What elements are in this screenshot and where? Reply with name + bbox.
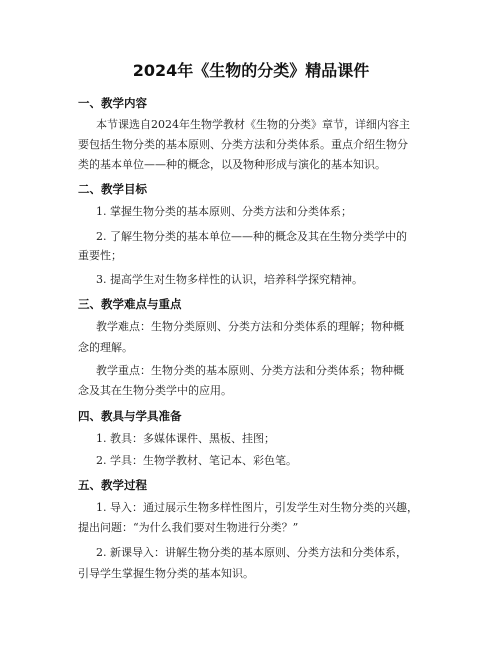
paragraph-line: 念及其在生物分类学中的应用。 <box>78 384 232 397</box>
section-heading-teaching-process: 五、教学过程 <box>78 478 147 492</box>
list-item: 2. 了解生物分类的基本单位——种的概念及其在生物分类学中的 <box>96 230 407 243</box>
list-item: 3. 提高学生对生物多样性的认识，培养科学探究精神。 <box>96 273 363 286</box>
list-item-continuation: 重要性； <box>78 249 122 262</box>
paragraph-line: 念的理解。 <box>78 341 133 354</box>
section-heading-teaching-content: 一、教学内容 <box>78 96 147 110</box>
list-item: 1. 掌握生物分类的基本原则、分类方法和分类体系； <box>96 205 352 218</box>
list-item-continuation: 引导学生掌握生物分类的基本知识。 <box>78 567 254 580</box>
list-item-continuation: 提出问题：“为什么我们要对生物进行分类？” <box>78 521 299 534</box>
list-item: 2. 新课导入：讲解生物分类的基本原则、分类方法和分类体系， <box>96 546 407 559</box>
list-item: 1. 导入：通过展示生物多样性图片，引发学生对生物分类的兴趣， <box>96 501 418 514</box>
paragraph-line: 教学重点：生物分类的基本原则、分类方法和分类体系；物种概 <box>96 364 404 377</box>
paragraph-line: 类的基本单位——种的概念，以及物种形成与演化的基本知识。 <box>78 158 386 171</box>
list-item: 2. 学具：生物学教材、笔记本、彩色笔。 <box>96 454 297 467</box>
document-title: 2024年《生物的分类》精品课件 <box>132 61 370 80</box>
section-heading-teaching-goals: 二、教学目标 <box>78 182 147 196</box>
list-item: 1. 教具：多媒体课件、黑板、挂图； <box>96 432 275 445</box>
section-heading-difficulties-and-focus: 三、教学难点与重点 <box>78 297 182 311</box>
paragraph-line: 要包括生物分类的基本原则、分类方法和分类体系。重点介绍生物分 <box>78 138 408 151</box>
paragraph-line: 教学难点：生物分类原则、分类方法和分类体系的理解；物种概 <box>96 320 404 333</box>
paragraph-line: 本节课选自2024年生物学教材《生物的分类》章节，详细内容主 <box>96 118 410 131</box>
section-heading-teaching-aids: 四、教具与学具准备 <box>78 409 182 423</box>
